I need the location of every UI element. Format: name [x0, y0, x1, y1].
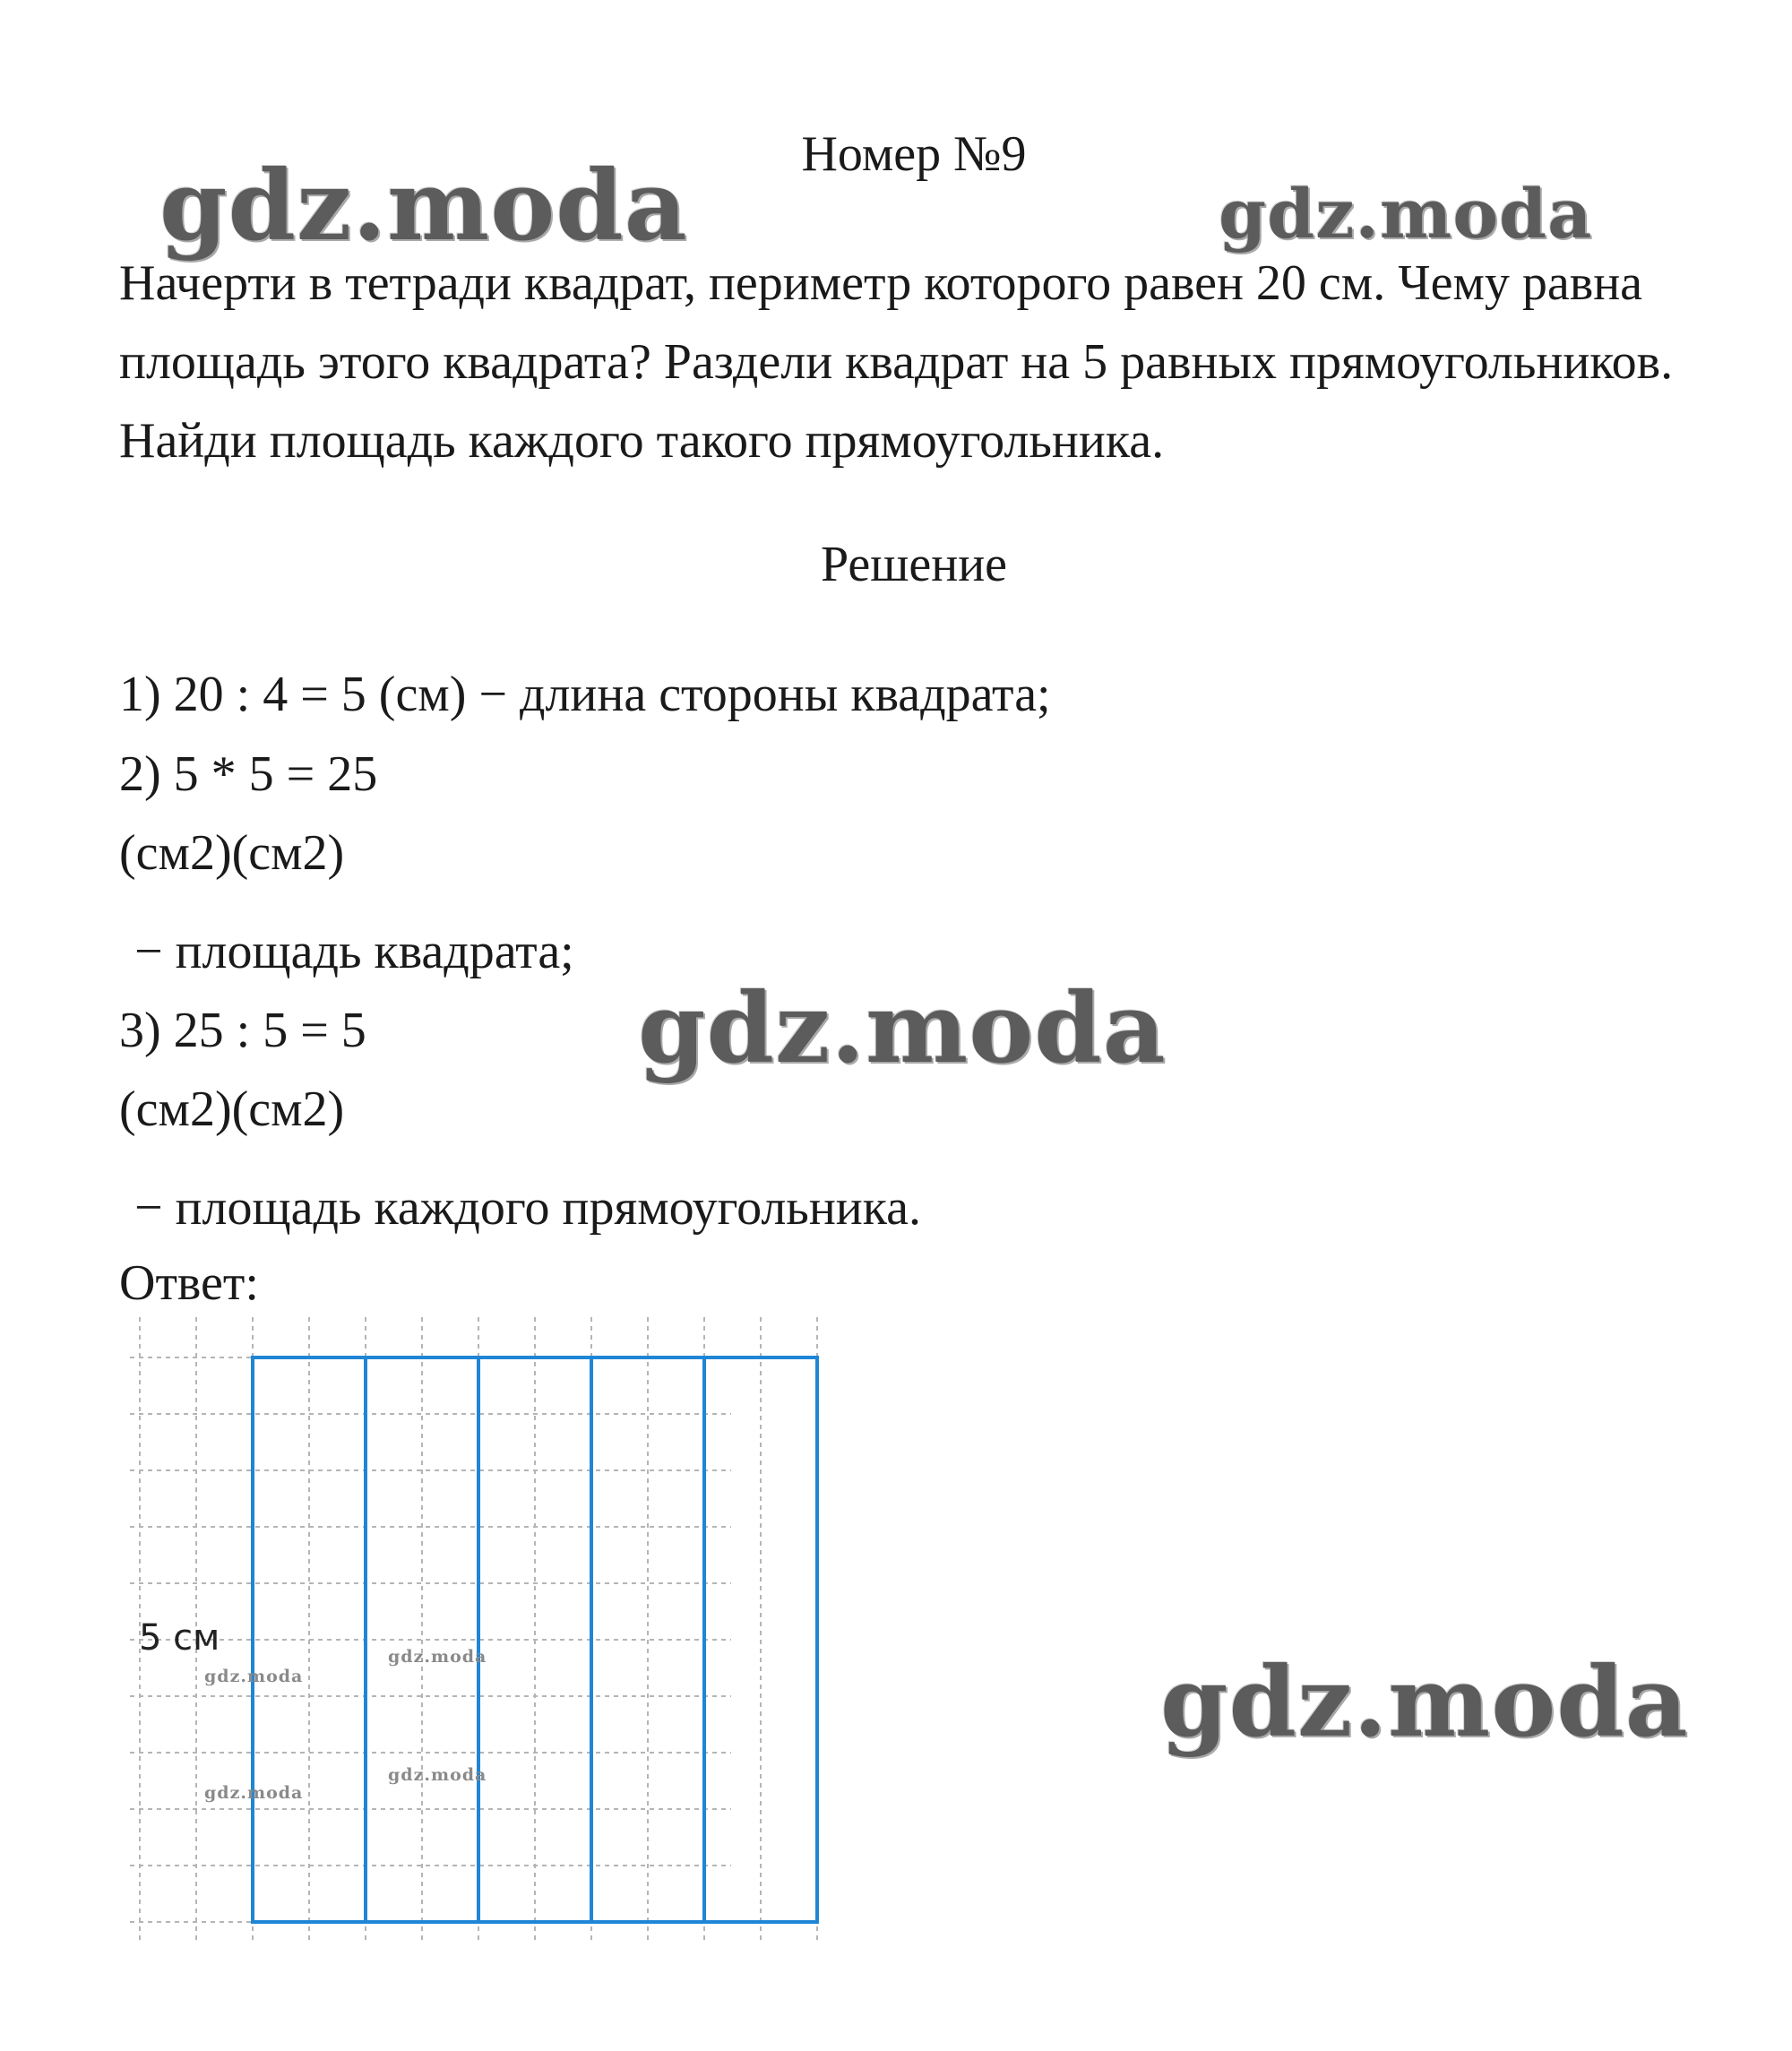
answer-label: Ответ: [119, 1255, 259, 1311]
watermark: gdz.moda [159, 150, 688, 263]
watermark: gdz.moda [388, 1647, 487, 1667]
solution-step-3: 3) 25 : 5 = 5 [119, 1003, 366, 1058]
watermark: gdz.moda [204, 1783, 304, 1803]
page-title: Номер №9 [801, 126, 1027, 182]
watermark: gdz.moda [204, 1667, 304, 1686]
watermark: gdz.moda [388, 1765, 487, 1785]
task-text: Начерти в тетради квадрат, периметр которого равен 20 см. Чему равна площадь этого квадрата? Раздели квадрат на 5 равных прямоугольников. Найди площадь каждого такого прямоугольника. [119, 255, 1674, 469]
watermark: gdz.moda [1160, 1646, 1689, 1759]
solution-title: Решение [820, 537, 1008, 592]
watermark: gdz.moda [638, 972, 1167, 1085]
side-length-label: 5 см [139, 1617, 220, 1659]
solution-step-3-description: − площадь каждого прямоугольника. [134, 1180, 921, 1236]
solution-step-3-units: (см2)(см2) [119, 1082, 345, 1137]
solution-step-2: 2) 5 * 5 = 25 [119, 746, 378, 802]
solution-step-2-description: − площадь квадрата; [134, 924, 574, 979]
solution-step-1: 1) 20 : 4 = 5 (см) − длина стороны квадрата; [119, 667, 1051, 722]
solution-step-2-units: (см2)(см2) [119, 825, 345, 881]
watermark: gdz.moda [1219, 174, 1593, 254]
square-grid-figure [116, 1317, 851, 1944]
grid-lines [130, 1317, 817, 1940]
